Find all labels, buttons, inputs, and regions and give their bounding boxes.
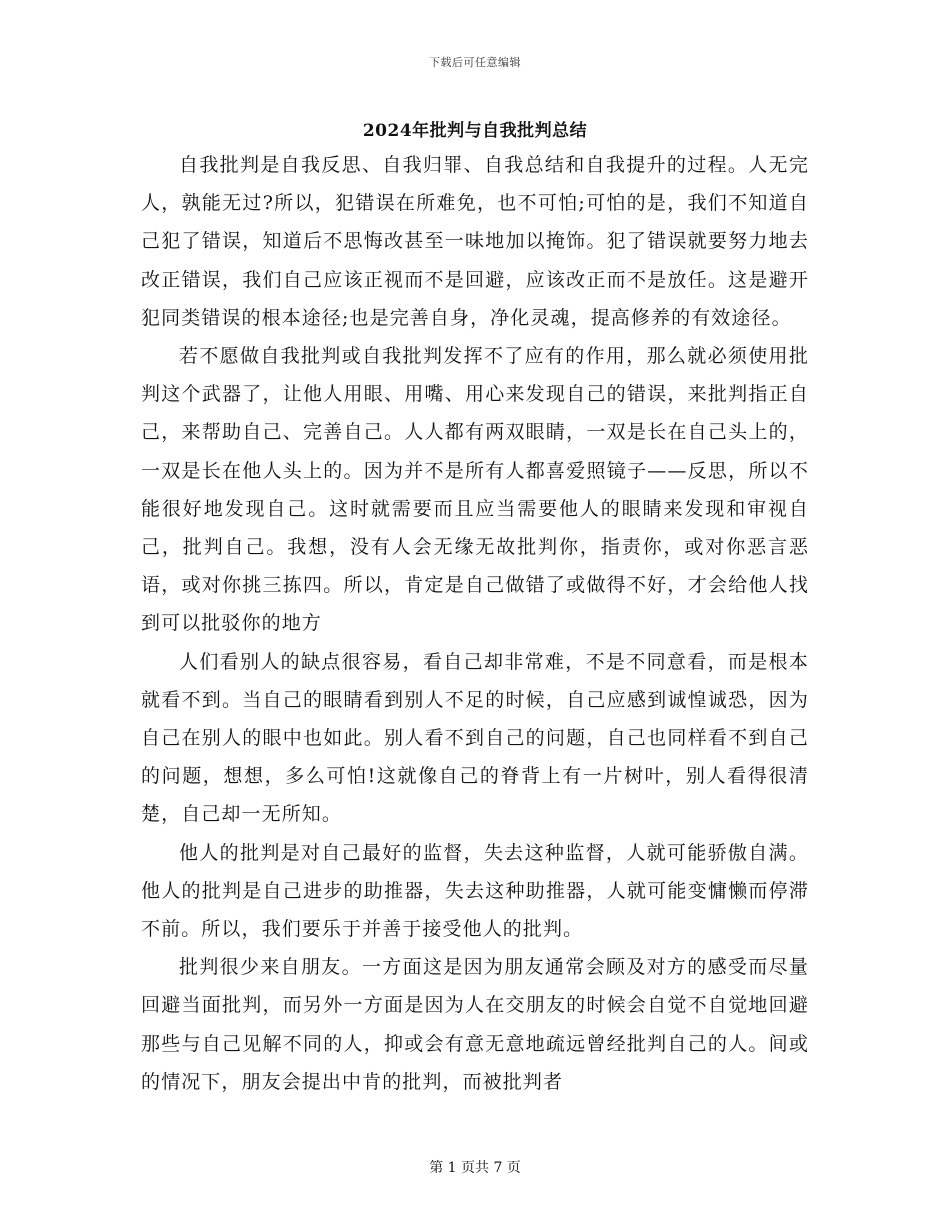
paragraph: 他人的批判是对自己最好的监督，失去这种监督，人就可能骄傲自满。他人的批判是自己进步的助推器，失去这种助推器，人就可能变慵懒而停滞不前。所以，我们要乐于并善于接受他人的批判。: [141, 841, 809, 941]
paragraph: 自我批判是自我反思、自我归罪、自我总结和自我提升的过程。人无完人，孰能无过?所以，犯错误在所难免，也不可怕;可怕的是，我们不知道自己犯了错误，知道后不思悔改甚至一味地加以掩饰。犯了错误就要努力地去改正错误，我们自己应该正视而不是回避，应该改正而不是放任。这是避开犯同类错误的根本途径;也是完善自身，净化灵魂，提高修养的有效途径。: [141, 154, 809, 329]
document-body: [141, 146, 809, 1101]
document-title: 2024年批判与自我批判总结: [362, 121, 588, 141]
paragraph: 人们看别人的缺点很容易，看自己却非常难，不是不同意看，而是根本就看不到。当自己的眼睛看到别人不足的时候，自己应感到诚惶诚恐，因为自己在别人的眼中也如此。别人看不到自己的问题，自己也同样看不到自己的问题，想想，多么可怕!这就像自己的脊背上有一片树叶，别人看得很清楚，自己却一无所知。: [141, 650, 809, 826]
header-note: 下载后可任意编辑: [429, 56, 521, 69]
paragraph: 若不愿做自我批判或自我批判发挥不了应有的作用，那么就必须使用批判这个武器了，让他人用眼、用嘴、用心来发现自己的错误，来批判指正自己，来帮助自己、完善自己。人人都有两双眼睛，一双是长在自己头上的，一双是长在他人头上的。因为并不是所有人都喜爱照镜子——反思，所以不能很好地发现自己。这时就需要而且应当需要他人的眼睛来发现和审视自己，批判自己。我想，没有人会无缘无故批判你，指责你，或对你恶言恶语，或对你挑三拣四。所以，肯定是自己做错了或做得不好，才会给他人找到可以批驳你的地方: [141, 345, 809, 635]
paragraph: 批判很少来自朋友。一方面这是因为朋友通常会顾及对方的感受而尽量回避当面批判，而另外一方面是因为人在交朋友的时候会自觉不自觉地回避那些与自己见解不同的人，抑或会有意无意地疏远曾经批判自己的人。间或的情况下，朋友会提出中肯的批判，而被批判者: [141, 956, 809, 1093]
page-number: 第 1 页共 7 页: [429, 1160, 521, 1176]
